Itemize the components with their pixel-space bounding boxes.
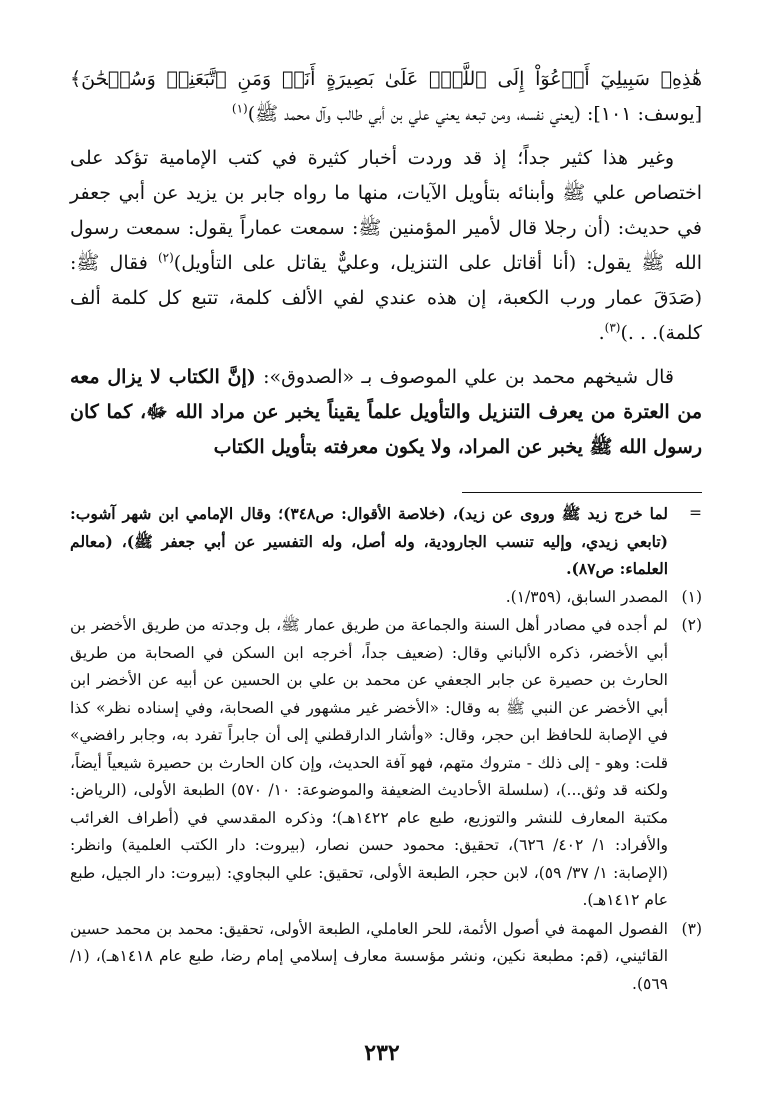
footnote-marker: (٢) [681,616,702,634]
footnote-text: لما خرج زيد ﷺ وروى عن زيد)، (خلاصة الأقوال: ص٣٤٨)؛ وقال الإمامي ابن شهر آشوب: (تابعي زيدي، وإليه تنسب الجارودية، وله أصل، وله التفسير عن أبي جعفر ﷺ)، (معالم العلماء: ص٨٧). [70,504,669,578]
paragraph-3 [70,360,702,465]
footnotes [70,500,702,999]
footnote-marker: (١) [681,587,702,606]
paragraph-2 [70,141,702,351]
footnote-2 [70,612,702,915]
footnote-ref-2[interactable]: (٢) [157,250,174,265]
footnote-text: لم أجده في مصادر أهل السنة والجماعة من طريق عمار ﷺ، بل وجدته من طريق الأخضر بن أبي الأخضر، ذكره الألباني وقال: (ضعيف جداً، أخرجه ابن السكن في الصحابة من طريق الحارث بن حصيرة عن جابر الجعفي عن محمد بن علي بن الحسين عن أبيه عن الأخضر ابن أبي الأخضر عن النبي ﷺ به وقال: «الأخضر غير مشهور في الصحابة، وفي إسناده نظر» كذا في الإصابة للحافظ ابن حجر، وقال: «وأشار الدارقطني إلى أن جابراً تفرد به، وجابر رافضي» قلت: وهو - إلى ذلك - متروك متهم، فهو آفة الحديث، وإن كان الحارث بن حصيرة شيعياً أيضاً، ولكنه قد وثق...)، (سلسلة الأحاديث الضعيفة والموضوعة: ١٠/ ٥٧٠) الطبعة الأولى، (الرياض: مكتبة المعارف للنشر والتوزيع، طبع عام ١٤٢٢هـ)؛ وذكره المقدسي في (أطراف الغرائب والأفراد: ١/ ٤٠٢/ ٦٢٦)، تحقيق: محمود حسن نصار، (بيروت: دار الكتب العلمية) وانظر: (الإصابة: ١/ ٣٧/ ٥٩)، لابن حجر، الطبعة الأولى، تحقيق: علي البجاوي: (بيروت: دار الجيل، طبع عام ١٤١٢هـ). [70,616,669,909]
paragraph-2-text-a: وغير هذا كثير جداً؛ إذ قد وردت أخبار كثيرة في كتب الإمامية تؤكد على اختصاص علي ﷺ وأبنائه بتأويل الآيات، منها ما رواه جابر بن يزيد عن أبي جعفر في حديث: (أن رجلا قال لأمير المؤمنين ﷺ: سمعت عماراً يقول: سمعت رسول الله ﷺ يقول: (أنا أقاتل على التنزيل، وعليٌّ يقاتل على التأويل) [70,147,702,274]
footnote-3 [70,916,702,999]
footnote-ref-3[interactable]: (٣) [604,320,621,335]
footnote-ref-1[interactable]: (١) [231,101,248,116]
paragraph-3-quote: (إنَّ الكتاب لا يزال معه من العترة من يعرف التنزيل والتأويل علماً يقيناً يخبر عن مراد الله ﷻ، كما كان رسول الله ﷺ يخبر عن المراد، ولا يكون معرفته بتأويل الكتاب [70,366,702,458]
page-number: ٢٣٢ [364,1040,400,1066]
footnote-marker: = [689,504,702,522]
footnote-text: الفصول المهمة في أصول الأئمة، للحر العاملي، الطبعة الأولى، تحقيق: محمد بن محمد حسين القائيني، (قم: مطبعة نكين، ونشر مؤسسة معارف إسلامي إمام رضا، طبع عام ١٤١٨هـ)، (١/ ٥٦٩). [70,919,668,993]
footnote-marker: (٣) [681,919,702,938]
footnote-divider [462,492,702,493]
quran-verse: هَٰذِهِۦ سَبِيلِيٓ أَدۡعُوٓاْ إِلَى ٱللَّهِۚ عَلَىٰ بَصِيرَةٍ أَنَا۠ وَمَنِ ٱتَّبَعَنِيۖ وَسُبۡحَٰنَ [81,68,702,90]
paragraph-2-text-b: فقال ﷺ: (صَدَقَ عمار ورب الكعبة، إن هذه عندي لفي الألف كلمة، تتبع كل كلمة ألف كلمة). . .) [70,252,702,344]
footnote-text: المصدر السابق، (١/٣٥٩). [505,587,668,606]
paragraph-1 [70,62,702,132]
verse-reference: ﴾ [يوسف: ١٠١]: [70,68,702,125]
paragraph-2-end: . [598,322,605,344]
paragraph-3-intro: قال شيخهم محمد بن علي الموصوف بـ «الصدوق»: [255,366,674,388]
footnote-1 [70,584,702,612]
footnote-continued [70,500,702,583]
verse-interpretation: (يعني نفسه، ومن تبعه يعني علي بن أبي طالب وآل محمد ﷺ) [247,103,581,125]
main-text [70,62,702,465]
